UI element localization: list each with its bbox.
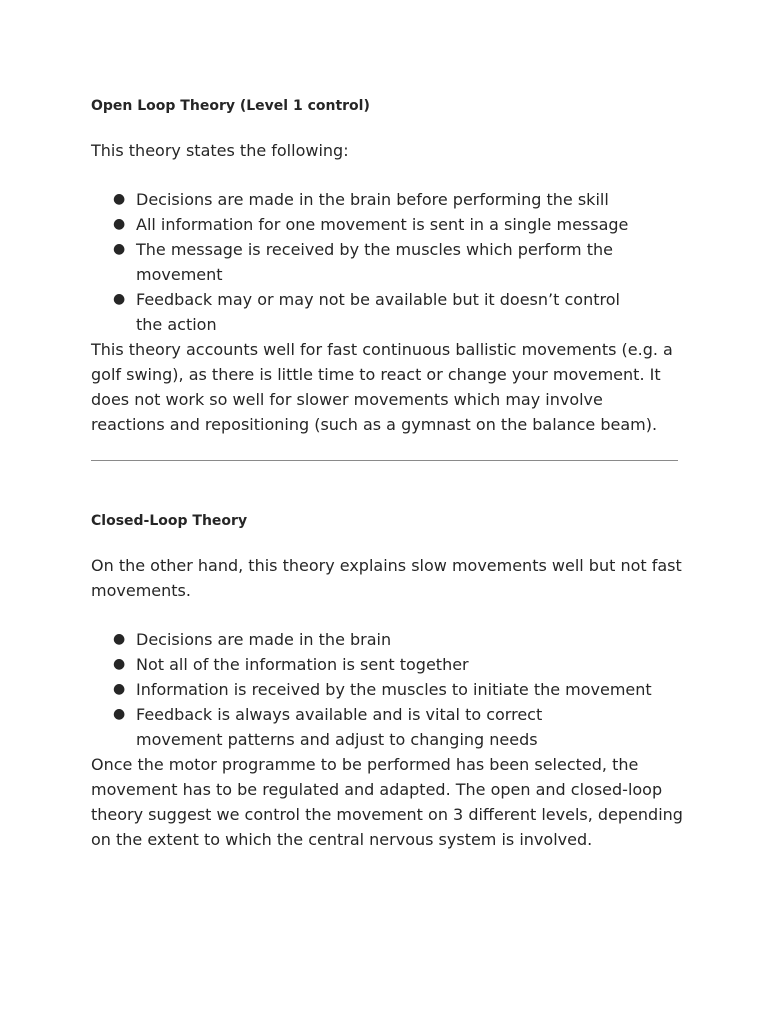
list-item [91, 237, 686, 287]
bullet-icon: ● [113, 241, 126, 257]
list-item [91, 652, 686, 677]
closed-loop-bullet-list [91, 627, 686, 752]
list-item-text: Decisions are made in the brain before performing the skill [136, 190, 609, 209]
list-item-text: All information for one movement is sent in a single message [136, 215, 629, 234]
list-item-text: Decisions are made in the brain [136, 630, 392, 649]
open-loop-heading: Open Loop Theory (Level 1 control) [91, 98, 370, 114]
closed-loop-intro: On the other hand, this theory explains slow movements well but not fast movements. [91, 556, 682, 600]
list-item [91, 187, 686, 212]
list-item [91, 627, 686, 652]
section-divider [91, 460, 678, 461]
bullet-icon: ● [113, 631, 126, 647]
open-loop-intro: This theory states the following: [91, 141, 349, 160]
list-item-text: Feedback may or may not be available but it doesn’t control the action [136, 290, 620, 334]
list-item-text: Not all of the information is sent together [136, 655, 469, 674]
list-item-text: The message is received by the muscles which perform the movement [136, 240, 613, 284]
bullet-icon: ● [113, 216, 126, 232]
closed-loop-heading: Closed-Loop Theory [91, 513, 248, 529]
bullet-icon: ● [113, 656, 126, 672]
bullet-icon: ● [113, 681, 126, 697]
list-item [91, 287, 686, 337]
open-loop-bullet-list [91, 187, 686, 337]
bullet-icon: ● [113, 191, 126, 207]
bullet-icon: ● [113, 291, 126, 307]
bullet-icon: ● [113, 706, 126, 722]
list-item-text: Feedback is always available and is vital to correct movement patterns and adjust to changing needs [136, 705, 543, 749]
open-loop-closing-paragraph: This theory accounts well for fast continuous ballistic movements (e.g. a golf swing), as there is little time to react or change your movement. It does not work so well for slower movements which may involve reactions and repositioning (such as a gymnast on the balance beam). [91, 340, 673, 434]
list-item [91, 702, 686, 752]
closed-loop-closing-paragraph: Once the motor programme to be performed has been selected, the movement has to be regulated and adapted. The open and closed-loop theory suggest we control the movement on 3 different levels, depending on the extent to which the central nervous system is involved. [91, 755, 683, 849]
list-item-text: Information is received by the muscles to initiate the movement [136, 680, 652, 699]
list-item [91, 677, 686, 702]
list-item [91, 212, 686, 237]
